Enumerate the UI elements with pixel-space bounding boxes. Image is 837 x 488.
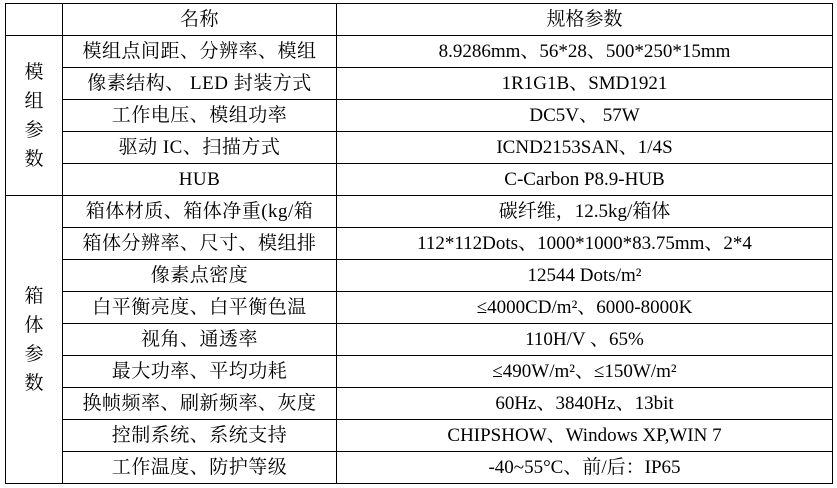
group-label-char: 组 <box>24 90 44 112</box>
group-label-char: 数 <box>24 372 44 394</box>
group-label-char: 模 <box>24 61 44 83</box>
table-row <box>6 452 833 484</box>
param-name: 工作电压、模组功率 <box>63 100 337 132</box>
table-row <box>6 68 833 100</box>
param-value: CHIPSHOW、Windows XP,WIN 7 <box>337 420 833 452</box>
group-label-char: 箱 <box>24 285 44 307</box>
param-name: 换帧频率、刷新频率、灰度 <box>63 388 337 420</box>
param-name: 像素结构、 LED 封装方式 <box>63 68 337 100</box>
group-label-module <box>6 36 63 196</box>
param-value: 1R1G1B、SMD1921 <box>337 68 833 100</box>
header-row <box>6 4 833 36</box>
table-row <box>6 228 833 260</box>
group-label-char: 体 <box>24 314 44 336</box>
group-label-cabinet <box>6 196 63 484</box>
param-name: 工作温度、防护等级 <box>63 452 337 484</box>
table-row <box>6 356 833 388</box>
param-value: 110H/V 、65% <box>337 324 833 356</box>
table-row <box>6 164 833 196</box>
table-row <box>6 196 833 228</box>
header-group-cell <box>6 4 63 36</box>
table-row <box>6 100 833 132</box>
spec-table <box>5 3 833 484</box>
table-row <box>6 388 833 420</box>
param-value: ICND2153SAN、1/4S <box>337 132 833 164</box>
param-value: 60Hz、3840Hz、13bit <box>337 388 833 420</box>
header-name-cell: 名称 <box>63 4 337 36</box>
table-row <box>6 324 833 356</box>
param-name: 驱动 IC、扫描方式 <box>63 132 337 164</box>
param-name: 像素点密度 <box>63 260 337 292</box>
table-row <box>6 36 833 68</box>
header-spec-cell: 规格参数 <box>337 4 833 36</box>
param-value: C-Carbon P8.9-HUB <box>337 164 833 196</box>
group-label-char: 参 <box>24 343 44 365</box>
param-name: HUB <box>63 164 337 196</box>
table-row <box>6 132 833 164</box>
param-value: 112*112Dots、1000*1000*83.75mm、2*4 <box>337 228 833 260</box>
param-value: DC5V、 57W <box>337 100 833 132</box>
param-value: -40~55°C、前/后：IP65 <box>337 452 833 484</box>
param-name: 控制系统、系统支持 <box>63 420 337 452</box>
param-value: 碳纤维，12.5kg/箱体 <box>337 196 833 228</box>
param-value: ≤490W/m²、≤150W/m² <box>337 356 833 388</box>
param-name: 最大功率、平均功耗 <box>63 356 337 388</box>
param-name: 白平衡亮度、白平衡色温 <box>63 292 337 324</box>
param-value: ≤4000CD/m²、6000-8000K <box>337 292 833 324</box>
param-value: 8.9286mm、56*28、500*250*15mm <box>337 36 833 68</box>
param-name: 视角、通透率 <box>63 324 337 356</box>
param-name: 箱体材质、箱体净重(kg/箱 <box>63 196 337 228</box>
group-label-char: 数 <box>24 148 44 170</box>
param-value: 12544 Dots/m² <box>337 260 833 292</box>
param-name: 箱体分辨率、尺寸、模组排 <box>63 228 337 260</box>
param-name: 模组点间距、分辨率、模组 <box>63 36 337 68</box>
table-row <box>6 292 833 324</box>
table-row <box>6 420 833 452</box>
group-label-char: 参 <box>24 119 44 141</box>
table-row <box>6 260 833 292</box>
